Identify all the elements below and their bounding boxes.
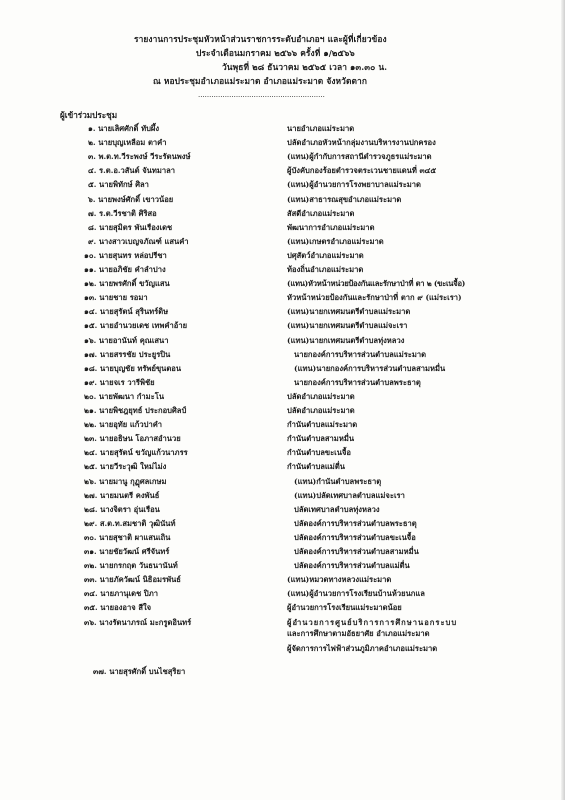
attendee-name: ๒๖. นายมานู กุฏุศลเกษม [84, 476, 167, 486]
attendee-name: ๑๑. นายอภิชัย คำลำปาง [84, 265, 166, 274]
attendee-position: (แทน)นายกองค์การบริหารส่วนตำบลสามหมื่น [294, 363, 446, 373]
attendee-row [0, 532, 565, 546]
attendee-position: ปลัดองค์การบริหารส่วนตำบลขะเนจื้อ [294, 532, 416, 542]
attendee-name: ๔. ร.ต.อ.วสันต์ จันทมาลา [88, 166, 176, 176]
attendee-name: ๓๖. นางรัตนาภรณ์ มะกรูดอินทร์ [84, 617, 192, 627]
attendee-name: ๑๘. นายบุญชัย ทรัพย์ขุนตอน [84, 363, 182, 373]
attendee-name: ๘. นายสุมิตร พันเรืองเดช [88, 222, 173, 232]
attendee-row [0, 250, 565, 264]
attendee-row [0, 461, 565, 475]
attendee-position: กำนันตำบลขะเนจื้อ [287, 448, 351, 458]
attendee-row [0, 236, 565, 250]
dotted-separator: ......................................................... [198, 91, 325, 99]
attendee-row [0, 264, 565, 278]
attendee-row [0, 504, 565, 518]
attendee-name: ๑๓. นายชาย รอมา [84, 293, 148, 303]
attendee-row [0, 179, 565, 193]
attendee-row [0, 391, 565, 405]
attendee-name: ๒๒. นายอุทัย แก้วปาคำ [84, 420, 163, 430]
attendee-name: ๗. ร.ต.วีรชาติ ศิริสอ [88, 208, 157, 218]
attendee-position: หัวหน้าหน่วยป้องกันและรักษาป่าที่ ตาก ๙ (แม่ระเรา) [287, 293, 462, 303]
attendee-position: (แทน)นายกเทศมนตรีตำบลแม่จะเรา [287, 321, 408, 331]
attendee-row [0, 208, 565, 222]
attendee-position: (แทน)หัวหน้าหน่วยป้องกันและรักษาป่าที่ ตา ๒ (ขะเนจื้อ) [287, 279, 466, 289]
attendee-row [0, 222, 565, 236]
attendee-name: ๑๖. นายอานันท์ คุณเสนา [84, 335, 169, 345]
attendee-row [0, 137, 565, 151]
attendee-name: ๒๘. นางจิตรา อุ่นเรือน [84, 504, 160, 514]
attendee-row [0, 490, 565, 504]
attendee-row [0, 628, 565, 642]
attendee-position: (แทน)สาธารณสุขอำเภอแม่ระมาด [287, 194, 402, 204]
attendee-position: ผู้อำนวยการโรงเรียนแม่ระมาดน้อย [287, 603, 402, 613]
attendee-position: (แทน)ผู้อำนวยการโรงเรียนบ้านห้วยนกแล [287, 589, 425, 599]
attendee-position: ผู้จัดการการไฟฟ้าส่วนภูมิภาคอำเภอแม่ระมาด [287, 643, 438, 653]
attendee-position: ท้องถิ่นอำเภอแม่ระมาด [287, 265, 364, 274]
attendee-position: นายอำเภอแม่ระมาด [287, 124, 355, 133]
attendee-position: กำนันตำบลแม่ตื่น [287, 462, 345, 472]
attendee-row [0, 546, 565, 560]
attendee-position: ปลัดอำเภอแม่ระมาด [287, 391, 355, 401]
attendee-position: ปศุสัตว์อำเภอแม่ระมาด [287, 250, 364, 260]
attendee-position: (แทน)หมวดทางหลวงแม่ระมาด [287, 575, 392, 585]
attendee-row [0, 405, 565, 419]
attendee-name: ๒๔. นายสุรัตน์ ขวัญแก้วนาภรร [84, 448, 188, 458]
attendee-row [0, 320, 565, 334]
attendee-name: ๑๒. นายพรศักดิ์ ขวัญแสน [84, 279, 170, 289]
attendee-name: ๒๑. นายพิชฎยุทธ์ ประกอบศิลป์ [84, 406, 187, 415]
attendee-position: (แทน)นายกเทศมนตรีตำบลแม่ระมาด [287, 307, 411, 317]
attendee-position: และการศึกษาตามอัธยาศัย อำเภอแม่ระมาด [287, 628, 430, 638]
attendee-position: ปลัดอำเภอหัวหน้ากลุ่มงานบริหารงานปกครอง [287, 138, 436, 148]
attendee-row [0, 433, 565, 447]
attendee-row [0, 518, 565, 532]
attendee-row [0, 574, 565, 588]
attendee-position: กำนันตำบลแม่ระมาด [287, 420, 358, 430]
attendee-name: ๑. นายเลิศศักดิ์ ทับผึ้ง [88, 124, 160, 133]
attendee-position: กำนันตำบลสามหมื่น [287, 434, 355, 444]
attendee-name: ๒. นายบุญเหลือม ตาคำ [88, 138, 167, 148]
attendee-position: นายกองค์การบริหารส่วนตำบลพระธาตุ [294, 377, 421, 387]
attendee-name: ๒๕. นายวีระวุฒิ ใหม่ไม่ง [84, 462, 167, 472]
attendee-position: ผู้อำนวยการศูนย์บริการการศึกษานอกระบบ [287, 617, 458, 627]
attendee-row [0, 588, 565, 602]
attendee-row [0, 377, 565, 391]
attendee-row [0, 643, 565, 676]
attendee-name: ๓๗. นายสุรศักดิ์ บนไชสุริยา [93, 666, 186, 676]
attendee-name: ๓. พ.ต.ท.วีระพงษ์ วีระรัตนพงษ์ [88, 152, 191, 162]
attendee-row [0, 447, 565, 461]
attendee-position: สัสดีอำเภอแม่ระมาด [287, 208, 355, 218]
attendee-name: ๓๓. นายภัควัฒน์ นิธิอมรพันธ์ [84, 575, 181, 585]
attendee-name: ๙. นางสาวเบญจภัณฑ์ แสนคำ [88, 236, 189, 246]
attendee-name: ๓๕. นายองอาจ สีใจ [84, 603, 152, 613]
attendee-position: ปลัดอำเภอแม่ระมาด [287, 406, 355, 415]
attendee-row [0, 476, 565, 490]
attendee-row [0, 292, 565, 306]
meeting-location-line: ณ หอประชุมอำเภอแม่ระมาด อำเภอแม่ระมาด จังหวัดตาก [153, 76, 368, 86]
attendee-row [0, 419, 565, 433]
attendee-position: (แทน)ผู้กำกับการสถานีตำรวจภูธรแม่ระมาด [287, 152, 432, 162]
attendee-row [0, 306, 565, 320]
attendee-row [0, 602, 565, 616]
attendee-row [0, 194, 565, 208]
attendee-name: ๒๗. นายมนตรี คงพันธ์ [84, 490, 160, 500]
meeting-month-line: ประจำเดือนมกราคม ๒๕๖๖ ครั้งที่ ๑/๒๕๖๖ [196, 48, 355, 58]
attendee-position: (แทน)กำนันตำบลพระธาตุ [294, 476, 382, 486]
attendee-position: ผู้บังคับกองร้อยตำรวจตระเวนชายแดนที่ ๓๔๕ [287, 166, 437, 176]
attendee-position: ปลัดองค์การบริหารส่วนตำบลสามหมื่น [294, 547, 419, 556]
attendee-row [0, 335, 565, 349]
attendee-name: ๑๙. นายจเร วารีพิชัย [84, 377, 155, 387]
attendee-name: ๖. นายพงษ์ศักดิ์ เขาวน้อย [88, 194, 174, 204]
attendee-row [0, 349, 565, 363]
attendee-position: (แทน)ปลัดเทศบาลตำบลแม่จะเรา [294, 490, 405, 500]
attendee-name: ๓๐. นายสุชาติ ผาแสนเถิน [84, 532, 171, 542]
attendee-position: (แทน)ผู้อำนวยการโรงพยาบาลแม่ระมาด [287, 180, 421, 190]
report-title: รายงานการประชุมหัวหน้าส่วนราชการระดับอำเภอฯ และผู้ที่เกี่ยวข้อง [134, 34, 387, 44]
attendee-position: ปลัดองค์การบริหารส่วนตำบลแม่ตื่น [294, 561, 410, 571]
attendee-position: ปลัดเทศบาลตำบลทุ่งหลวง [294, 504, 380, 514]
meeting-date-line: วันพุธที่ ๒๘ ธันวาคม ๒๕๖๕ เวลา ๑๓.๓๐ น. [222, 62, 388, 72]
attendee-name: ๑๗. นายสรรชัย ประยูรปิน [84, 349, 171, 359]
attendee-name: ๓๒. นายกรกฤต วันธนานันท์ [84, 561, 178, 571]
attendee-position: (แทน)เกษตรอำเภอแม่ระมาด [287, 236, 384, 246]
attendee-row [0, 278, 565, 292]
attendee-row [0, 151, 565, 165]
attendee-position: นายกองค์การบริหารส่วนตำบลแม่ระมาด [294, 349, 427, 359]
attendee-name: ๑๕. นายอำนวยเดช เทพคำอ้าย [84, 321, 188, 331]
attendee-row [0, 363, 565, 377]
attendee-name: ๕. นายพิทักษ์ ศิลา [88, 180, 149, 190]
attendee-row [0, 560, 565, 574]
attendee-name: ๒๓. นายอธิษน โอภาสอำนวย [84, 434, 181, 444]
attendee-name: ๓๑. นายชัยวัฒน์ ศรีจันทร์ [84, 547, 170, 556]
attendees-heading: ผู้เข้าร่วมประชุม [60, 110, 118, 120]
attendee-position: ปลัดองค์การบริหารส่วนตำบลพระธาตุ [294, 518, 417, 528]
attendee-position: พัฒนาการอำเภอแม่ระมาด [287, 222, 375, 232]
attendee-name: ๓๔. นายภานุเดช ปิภา [84, 589, 159, 599]
attendee-name: ๒๙. ส.ต.ท.สมชาติ วุฒินันท์ [84, 518, 176, 528]
attendee-row [0, 165, 565, 179]
attendee-row [0, 123, 565, 137]
attendee-name: ๒๐. นายพัฒนา กำมะโน [84, 391, 165, 401]
attendee-position: (แทน)นายกเทศมนตรีตำบลทุ่งหลวง [287, 335, 405, 345]
attendee-name: ๑๔. นายสุรัตน์ สุรินทร์ดิษ [84, 307, 169, 317]
attendee-name: ๑๐. นายสุนทร หล่อปรีชา [84, 250, 167, 260]
